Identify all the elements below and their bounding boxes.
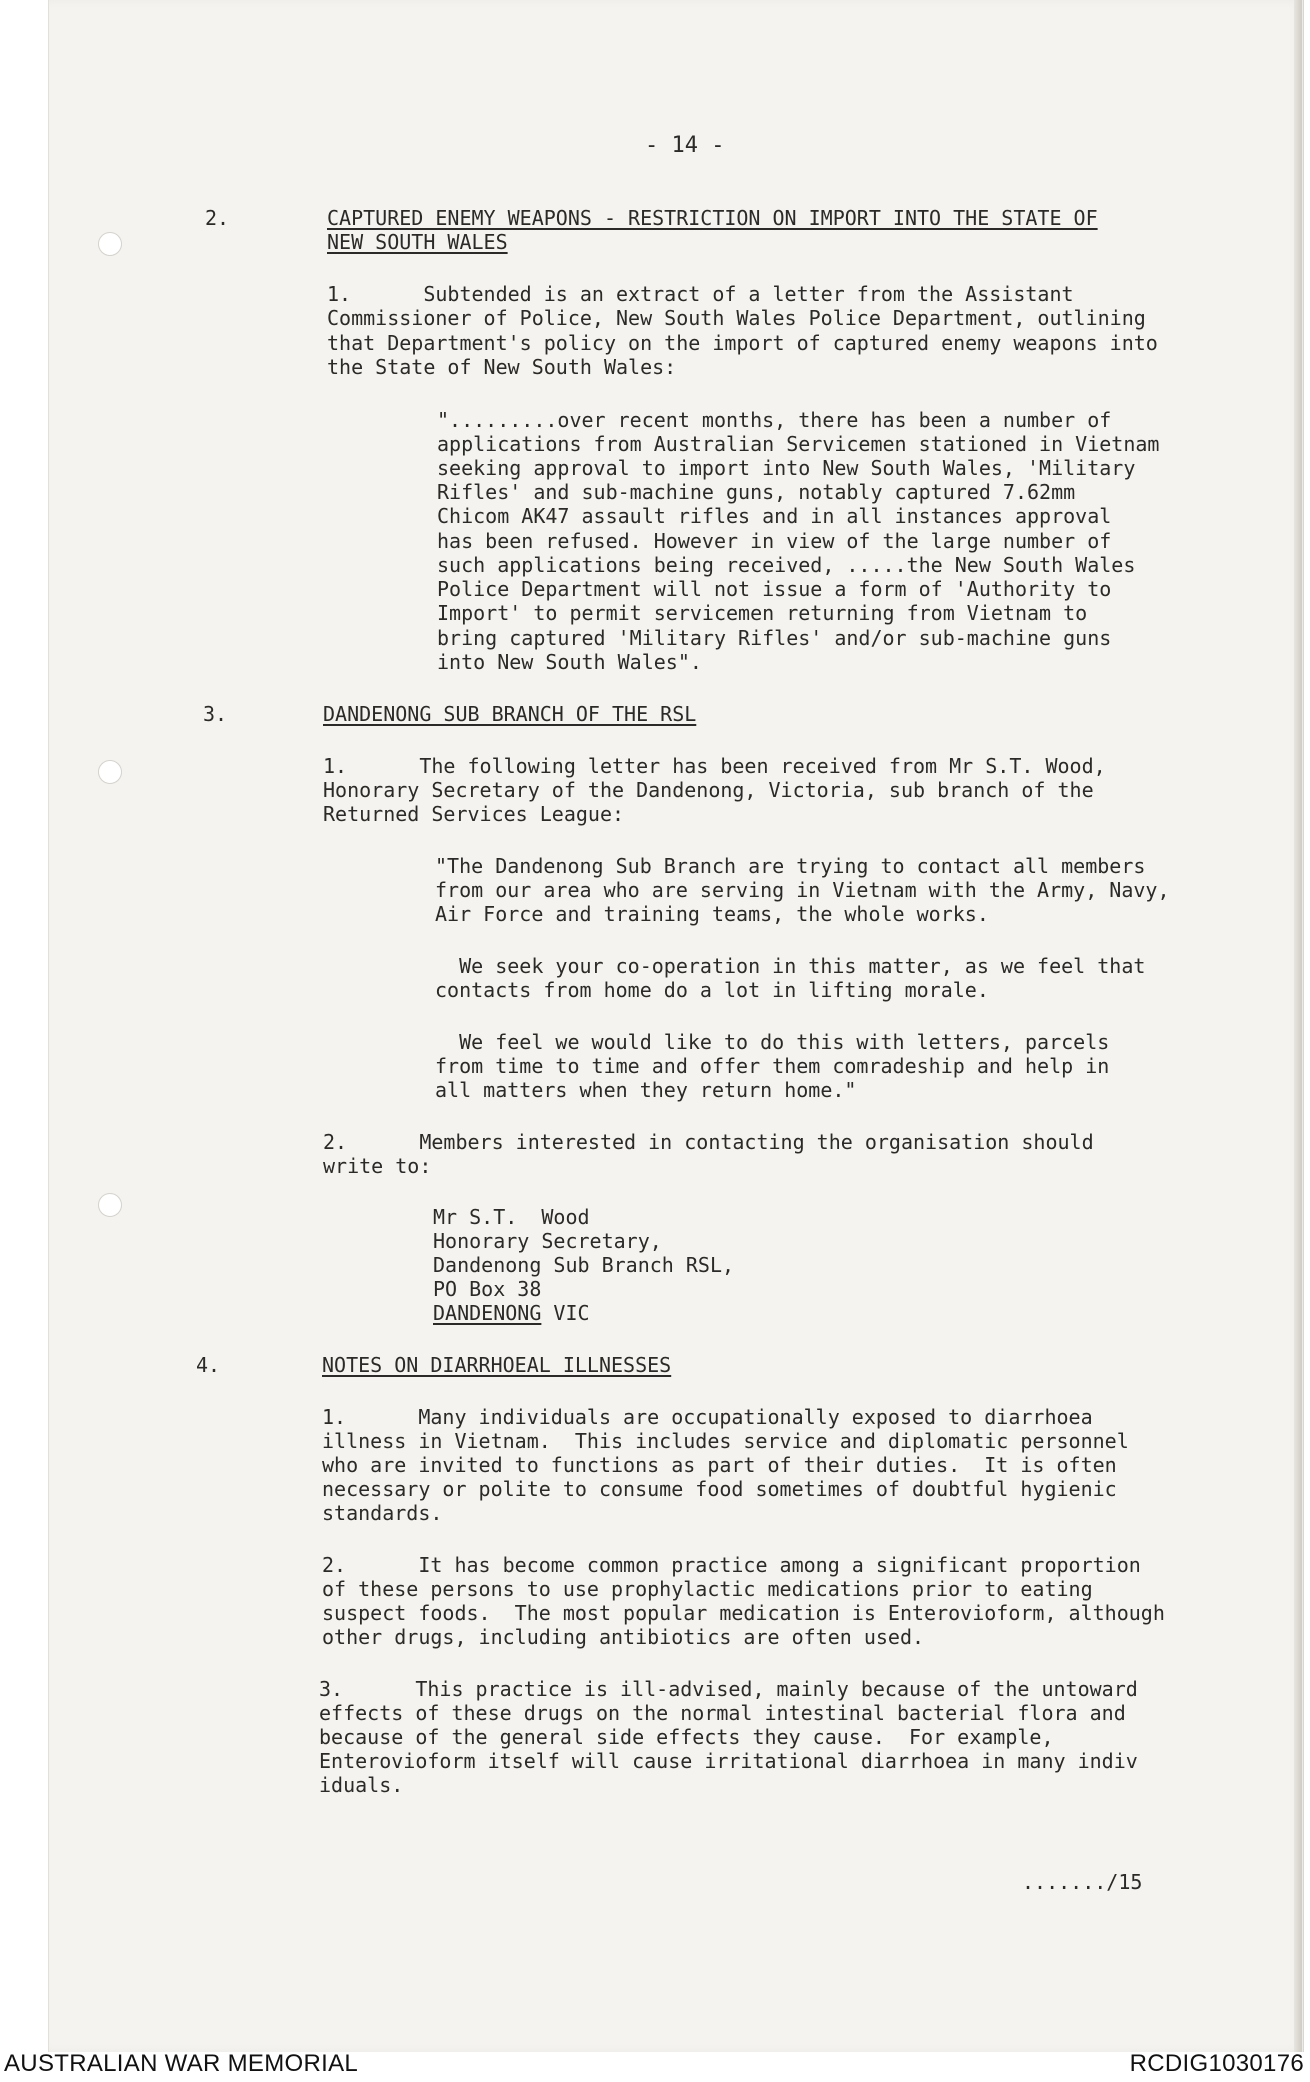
section-2-number: 2.: [205, 206, 230, 230]
s4-p1-line: standards.: [322, 1501, 443, 1525]
footer-archive-name: AUSTRALIAN WAR MEMORIAL: [4, 2050, 359, 2077]
s2-p1-line: Commissioner of Police, New South Wales Police Department, outlining: [327, 306, 1146, 330]
s2-quote-line: Import' to permit servicemen returning from Vietnam to: [437, 601, 1088, 625]
page-edge-shadow: [1294, 0, 1302, 2052]
address-line: Mr S.T. Wood: [433, 1205, 590, 1229]
s3-quote-line: We feel we would like to do this with letters, parcels: [435, 1030, 1110, 1054]
page-number: - 14 -: [645, 133, 725, 158]
address-state: VIC: [541, 1301, 590, 1325]
s4-p1-line: who are invited to functions as part of their duties. It is often: [322, 1453, 1117, 1477]
s2-quote-line: seeking approval to import into New South Wales, 'Military: [437, 456, 1136, 480]
s3-quote-line: Air Force and training teams, the whole works.: [435, 902, 989, 926]
section-4-number: 4.: [196, 1353, 221, 1377]
s2-quote-line: into New South Wales".: [437, 650, 702, 674]
s2-quote-line: Rifles' and sub-machine guns, notably captured 7.62mm: [437, 480, 1076, 504]
s3-quote-line: from time to time and offer them comradeship and help in: [435, 1054, 1110, 1078]
punch-hole-top: [98, 232, 122, 256]
address-town: DANDENONG: [433, 1301, 542, 1325]
s2-p1-line: the State of New South Wales:: [327, 355, 677, 379]
s4-p3-line: effects of these drugs on the normal intestinal bacterial flora and: [319, 1701, 1126, 1725]
s2-p1-line: that Department's policy on the import of captured enemy weapons into: [327, 331, 1158, 355]
s3-p1-line: 1. The following letter has been received from Mr S.T. Wood,: [323, 754, 1106, 778]
s3-p2-line: 2. Members interested in contacting the organisation should: [323, 1130, 1094, 1154]
s2-quote-line: Police Department will not issue a form of 'Authority to: [437, 577, 1112, 601]
section-3-heading: DANDENONG SUB BRANCH OF THE RSL: [323, 702, 697, 726]
s4-p2-line: other drugs, including antibiotics are often used.: [322, 1625, 925, 1649]
s4-p1-line: illness in Vietnam. This includes service and diplomatic personnel: [322, 1429, 1129, 1453]
s4-p2-line: of these persons to use prophylactic medications prior to eating: [322, 1577, 1093, 1601]
s3-quote-line: contacts from home do a lot in lifting morale.: [435, 978, 989, 1002]
s3-quote-line: "The Dandenong Sub Branch are trying to contact all members: [435, 854, 1146, 878]
s4-p3-line: because of the general side effects they cause. For example,: [319, 1725, 1054, 1749]
s3-p1-line: Honorary Secretary of the Dandenong, Victoria, sub branch of the: [323, 778, 1094, 802]
s2-quote-line: ".........over recent months, there has been a number of: [437, 408, 1112, 432]
s3-p1-line: Returned Services League:: [323, 802, 625, 826]
address-line: PO Box 38: [433, 1277, 542, 1301]
address-line: Dandenong Sub Branch RSL,: [433, 1253, 735, 1277]
footer-record-id: RCDIG1030176: [1129, 2050, 1304, 2077]
address-line: Honorary Secretary,: [433, 1229, 662, 1253]
s3-quote-line: from our area who are serving in Vietnam with the Army, Navy,: [435, 878, 1170, 902]
s4-p1-line: 1. Many individuals are occupationally exposed to diarrhoea: [322, 1405, 1093, 1429]
punch-hole-middle: [98, 760, 122, 784]
section-3-number: 3.: [203, 702, 228, 726]
s2-quote-line: Chicom AK47 assault rifles and in all instances approval: [437, 504, 1112, 528]
section-2-heading-line-1: CAPTURED ENEMY WEAPONS - RESTRICTION ON IMPORT INTO THE STATE OF: [327, 206, 1098, 230]
s3-quote-line: all matters when they return home.": [435, 1078, 857, 1102]
s3-quote-line: We seek your co-operation in this matter, as we feel that: [435, 954, 1146, 978]
s2-quote-line: bring captured 'Military Rifles' and/or sub-machine guns: [437, 626, 1112, 650]
s4-p1-line: necessary or polite to consume food sometimes of doubtful hygienic: [322, 1477, 1117, 1501]
address-town-line: [433, 1301, 590, 1326]
s4-p3-line: 3. This practice is ill-advised, mainly because of the untoward: [319, 1677, 1138, 1701]
s4-p3-line: iduals.: [319, 1773, 404, 1797]
s4-p3-line: Enterovioform itself will cause irritational diarrhoea in many indiv: [319, 1749, 1138, 1773]
s2-quote-line: such applications being received, .....the New South Wales: [437, 553, 1136, 577]
punch-hole-bottom: [98, 1193, 122, 1217]
s2-quote-line: has been refused. However in view of the large number of: [437, 529, 1112, 553]
s4-p2-line: suspect foods. The most popular medication is Enterovioform, although: [322, 1601, 1165, 1625]
s2-quote-line: applications from Australian Servicemen stationed in Vietnam: [437, 432, 1160, 456]
s3-p2-line: write to:: [323, 1154, 432, 1178]
s4-p2-line: 2. It has become common practice among a significant proportion: [322, 1553, 1141, 1577]
section-2-heading-line-2: NEW SOUTH WALES: [327, 230, 508, 254]
section-4-heading: NOTES ON DIARRHOEAL ILLNESSES: [322, 1353, 672, 1377]
continuation-marker: ......./15: [1022, 1870, 1143, 1894]
s2-p1-line: 1. Subtended is an extract of a letter from the Assistant: [327, 282, 1074, 306]
